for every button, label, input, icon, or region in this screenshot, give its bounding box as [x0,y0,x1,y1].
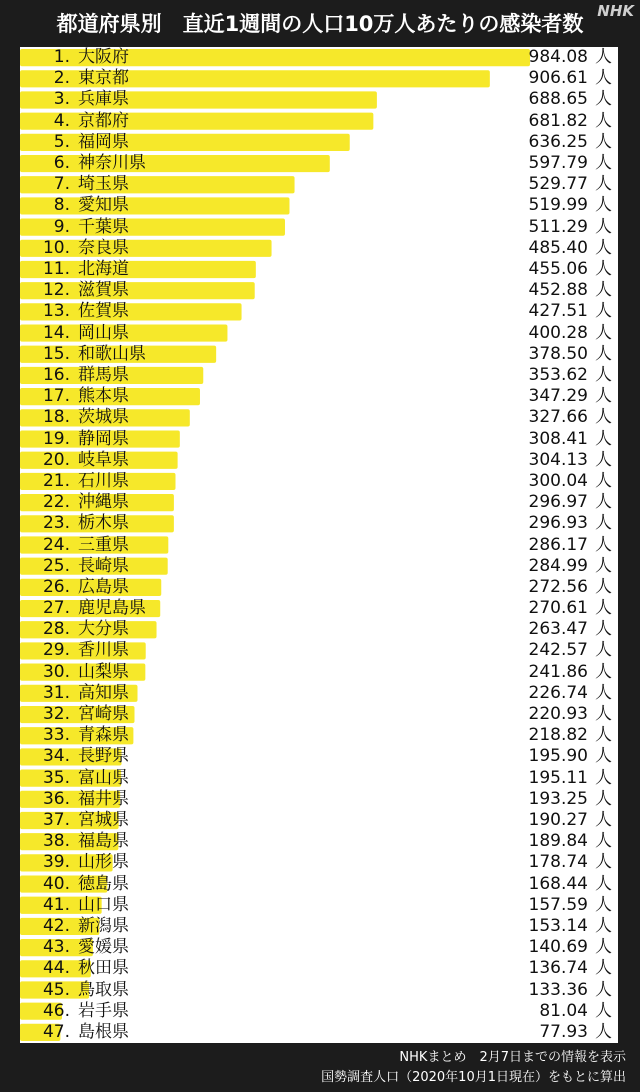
prefecture-label: 熊本県 [78,386,129,407]
row-39 [20,852,618,873]
rank-label: 39. [42,852,70,873]
prefecture-label: 三重県 [78,534,129,555]
row-3 [20,89,618,110]
row-9 [20,217,618,238]
prefecture-label: 石川県 [78,470,129,491]
row-7 [20,174,618,195]
value-label: 529.77 [528,174,588,195]
prefecture-label: 兵庫県 [78,89,129,110]
value-label: 400.28 [528,322,588,343]
rank-label: 27. [42,598,70,619]
row-16 [20,365,618,386]
value-label: 636.25 [528,131,588,152]
value-label: 906.61 [528,68,588,89]
unit-label: 人 [595,915,612,936]
value-label: 153.14 [528,915,588,936]
rank-label: 23. [42,513,70,534]
prefecture-label: 京都府 [78,110,129,131]
value-label: 136.74 [528,958,588,979]
value-label: 226.74 [528,682,588,703]
unit-label: 人 [595,979,612,1000]
prefecture-label: 秋田県 [78,958,129,979]
row-36 [20,789,618,810]
row-31 [20,683,618,704]
row-19 [20,429,618,450]
unit-label: 人 [595,958,612,979]
unit-label: 人 [595,343,612,364]
rank-label: 6. [53,153,70,174]
row-10 [20,238,618,259]
rank-label: 2. [53,68,70,89]
value-label: 485.40 [528,237,588,258]
rank-label: 33. [42,725,70,746]
row-28 [20,619,618,640]
rank-label: 5. [53,131,70,152]
unit-label: 人 [595,280,612,301]
value-label: 353.62 [528,364,588,385]
rank-label: 38. [42,831,70,852]
value-label: 270.61 [528,598,588,619]
value-label: 296.93 [528,513,588,534]
value-label: 519.99 [528,195,588,216]
prefecture-label: 大阪府 [78,47,129,68]
prefecture-label: 栃木県 [78,513,129,534]
value-label: 347.29 [528,386,588,407]
row-21 [20,471,618,492]
rank-label: 15. [42,343,70,364]
rank-label: 46. [42,1000,70,1021]
unit-label: 人 [595,937,612,958]
prefecture-label: 宮城県 [78,809,129,830]
value-label: 241.86 [528,661,588,682]
unit-label: 人 [595,534,612,555]
row-38 [20,831,618,852]
rank-label: 32. [42,704,70,725]
row-25 [20,556,618,577]
unit-label: 人 [595,746,612,767]
value-label: 296.97 [528,492,588,513]
unit-label: 人 [595,470,612,491]
prefecture-label: 茨城県 [78,407,129,428]
footer-note: 国勢調査人口（2020年10月1日現在）をもとに算出 [321,1070,626,1085]
unit-label: 人 [595,301,612,322]
unit-label: 人 [595,237,612,258]
prefecture-label: 鹿児島県 [78,598,146,619]
prefecture-label: 和歌山県 [78,343,146,364]
unit-label: 人 [595,788,612,809]
unit-label: 人 [595,153,612,174]
row-43 [20,937,618,958]
value-label: 218.82 [528,725,588,746]
value-label: 327.66 [528,407,588,428]
rank-label: 31. [42,682,70,703]
rank-label: 44. [42,958,70,979]
row-42 [20,916,618,937]
prefecture-label: 長崎県 [78,555,129,576]
unit-label: 人 [595,894,612,915]
prefecture-label: 神奈川県 [78,153,146,174]
rank-label: 26. [42,576,70,597]
unit-label: 人 [595,809,612,830]
unit-label: 人 [595,68,612,89]
prefecture-label: 岩手県 [78,1000,129,1021]
value-label: 427.51 [528,301,588,322]
prefecture-label: 青森県 [78,725,129,746]
rank-label: 37. [42,809,70,830]
prefecture-label: 東京都 [78,68,129,89]
unit-label: 人 [595,322,612,343]
unit-label: 人 [595,661,612,682]
rank-label: 43. [42,937,70,958]
unit-label: 人 [595,831,612,852]
unit-label: 人 [595,89,612,110]
prefecture-label: 千葉県 [78,216,129,237]
prefecture-label: 宮崎県 [78,704,129,725]
value-label: 272.56 [528,576,588,597]
rank-label: 19. [42,428,70,449]
unit-label: 人 [595,725,612,746]
prefecture-label: 島根県 [78,1021,129,1042]
rank-label: 41. [42,894,70,915]
prefecture-label: 岡山県 [78,322,129,343]
unit-label: 人 [595,428,612,449]
prefecture-label: 北海道 [78,259,129,279]
value-label: 984.08 [528,47,588,68]
row-26 [20,577,618,598]
rank-label: 9. [53,216,70,237]
row-18 [20,407,618,428]
value-label: 168.44 [528,873,588,894]
rank-label: 21. [42,470,70,491]
row-44 [20,958,618,979]
rank-label: 25. [42,555,70,576]
unit-label: 人 [595,407,612,428]
prefecture-label: 山形県 [78,852,129,873]
unit-label: 人 [595,598,612,619]
value-label: 157.59 [528,894,588,915]
prefecture-label: 香川県 [78,640,129,661]
rank-label: 7. [53,174,70,195]
prefecture-label: 大分県 [78,619,129,640]
prefecture-label: 富山県 [78,767,129,788]
row-6 [20,153,618,174]
row-32 [20,704,618,725]
unit-label: 人 [595,259,612,279]
unit-label: 人 [595,704,612,725]
rank-label: 36. [42,788,70,809]
unit-label: 人 [595,492,612,513]
rank-label: 10. [42,237,70,258]
prefecture-label: 山梨県 [78,661,129,682]
unit-label: 人 [595,873,612,894]
unit-label: 人 [595,131,612,152]
rank-label: 17. [42,386,70,407]
rank-label: 3. [53,89,70,110]
chart-title: 都道府県別 直近1週間の人口10万人あたりの感染者数 [56,12,584,36]
prefecture-label: 愛知県 [78,195,129,216]
row-30 [20,662,618,683]
rank-label: 35. [42,767,70,788]
unit-label: 人 [595,576,612,597]
rank-label: 40. [42,873,70,894]
prefecture-label: 佐賀県 [78,301,129,322]
row-45 [20,980,618,1001]
row-22 [20,492,618,513]
unit-label: 人 [595,216,612,237]
prefecture-label: 沖縄県 [78,492,129,513]
rank-label: 30. [42,661,70,682]
prefecture-label: 鳥取県 [78,979,129,1000]
row-12 [20,280,618,301]
value-label: 193.25 [528,788,588,809]
value-label: 308.41 [528,428,588,449]
value-label: 263.47 [528,619,588,640]
value-label: 511.29 [528,216,588,237]
prefecture-label: 長野県 [78,746,129,767]
row-41 [20,895,618,916]
prefecture-label: 徳島県 [78,873,129,894]
row-40 [20,874,618,895]
unit-label: 人 [595,513,612,534]
row-35 [20,768,618,789]
prefecture-label: 福岡県 [78,131,129,152]
rank-label: 14. [42,322,70,343]
rank-label: 18. [42,407,70,428]
unit-label: 人 [595,1021,612,1042]
row-24 [20,535,618,556]
rank-label: 20. [42,449,70,470]
rank-label: 22. [42,492,70,513]
prefecture-label: 奈良県 [78,237,129,258]
rank-label: 45. [42,979,70,1000]
value-label: 300.04 [528,470,588,491]
unit-label: 人 [595,682,612,703]
row-47 [20,1022,618,1043]
value-label: 189.84 [528,831,588,852]
prefecture-label: 新潟県 [78,915,129,936]
chart-panel [20,47,618,1043]
rank-label: 1. [53,47,70,68]
value-label: 81.04 [539,1000,588,1021]
row-4 [20,111,618,132]
rank-label: 4. [53,110,70,131]
prefecture-label: 広島県 [78,576,129,597]
unit-label: 人 [595,110,612,131]
row-46 [20,1001,618,1022]
value-label: 452.88 [528,280,588,301]
footer-source: NHKまとめ 2月7日までの情報を表示 [399,1050,626,1065]
row-11 [20,259,618,280]
rank-label: 34. [42,746,70,767]
rank-label: 29. [42,640,70,661]
value-label: 304.13 [528,449,588,470]
rank-label: 16. [42,364,70,385]
rank-label: 47. [42,1021,70,1042]
nhk-logo: NHK [597,2,634,20]
value-label: 178.74 [528,852,588,873]
value-label: 378.50 [528,343,588,364]
value-label: 195.90 [528,746,588,767]
row-17 [20,386,618,407]
value-label: 190.27 [528,809,588,830]
prefecture-label: 高知県 [78,682,129,703]
value-label: 284.99 [528,555,588,576]
row-29 [20,640,618,661]
value-label: 455.06 [528,259,588,279]
value-label: 286.17 [528,534,588,555]
rank-label: 42. [42,915,70,936]
prefecture-label: 群馬県 [78,364,129,385]
prefecture-label: 愛媛県 [78,937,129,958]
row-34 [20,746,618,767]
rank-label: 24. [42,534,70,555]
row-8 [20,195,618,216]
prefecture-label: 岐阜県 [78,449,129,470]
row-14 [20,323,618,344]
row-15 [20,344,618,365]
unit-label: 人 [595,1000,612,1021]
unit-label: 人 [595,619,612,640]
row-1 [20,47,618,68]
row-37 [20,810,618,831]
rank-label: 28. [42,619,70,640]
unit-label: 人 [595,449,612,470]
unit-label: 人 [595,555,612,576]
row-27 [20,598,618,619]
value-label: 681.82 [528,110,588,131]
rank-label: 11. [42,259,70,279]
prefecture-label: 福島県 [78,831,129,852]
unit-label: 人 [595,364,612,385]
unit-label: 人 [595,767,612,788]
unit-label: 人 [595,386,612,407]
unit-label: 人 [595,195,612,216]
value-label: 242.57 [528,640,588,661]
unit-label: 人 [595,47,612,68]
value-label: 688.65 [528,89,588,110]
unit-label: 人 [595,852,612,873]
prefecture-label: 埼玉県 [78,174,129,195]
row-5 [20,132,618,153]
value-label: 195.11 [528,767,588,788]
row-2 [20,68,618,89]
prefecture-label: 滋賀県 [78,280,129,301]
unit-label: 人 [595,174,612,195]
value-label: 597.79 [528,153,588,174]
row-23 [20,513,618,534]
row-13 [20,301,618,322]
row-33 [20,725,618,746]
rank-label: 12. [42,280,70,301]
value-label: 220.93 [528,704,588,725]
rank-label: 13. [42,301,70,322]
value-label: 77.93 [539,1021,588,1042]
prefecture-label: 福井県 [78,788,129,809]
row-20 [20,450,618,471]
prefecture-label: 山口県 [78,894,129,915]
unit-label: 人 [595,640,612,661]
value-label: 133.36 [528,979,588,1000]
value-label: 140.69 [528,937,588,958]
rank-label: 8. [53,195,70,216]
prefecture-label: 静岡県 [78,428,129,449]
